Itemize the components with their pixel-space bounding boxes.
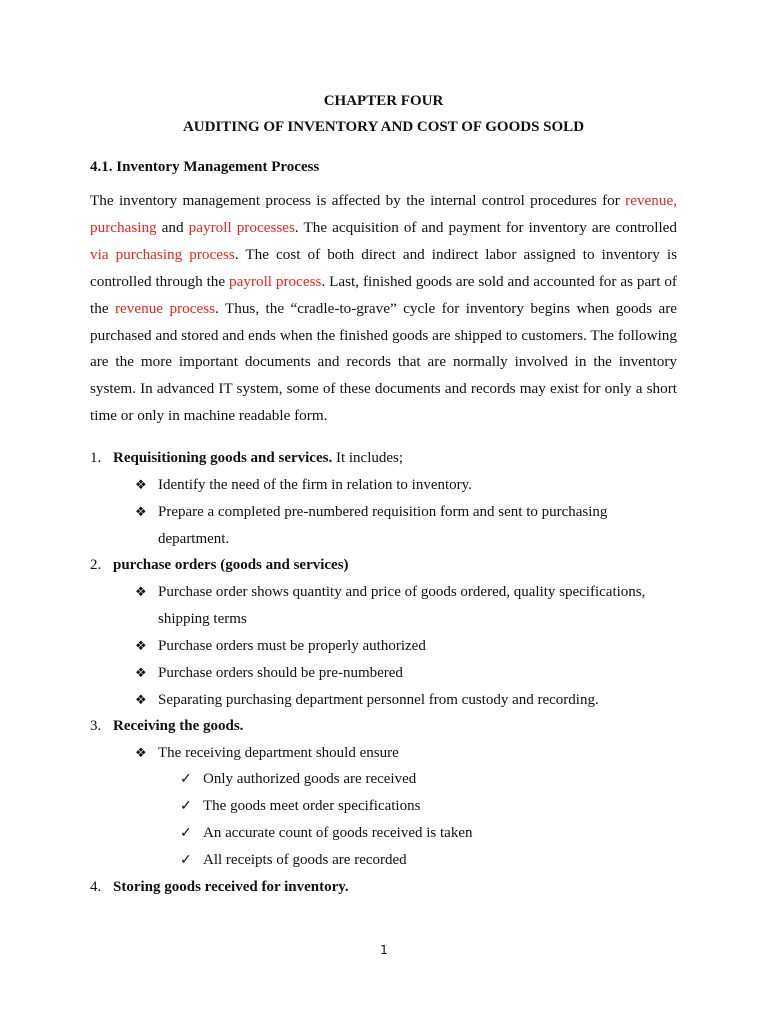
diamond-bullet-icon: ❖ [135,692,147,707]
list-number: 4. [90,879,102,895]
list-item-title: Storing goods received for inventory. [113,879,349,895]
chapter-label: CHAPTER FOUR [323,93,444,109]
diamond-bullet-icon: ❖ [135,584,147,599]
highlighted-term: revenue process [114,299,216,317]
intro-paragraph [90,188,677,430]
page-number: 1 [380,943,388,957]
paragraph-text: The inventory management process is affected by the internal control procedures for [90,192,626,209]
list-number: 2. [90,557,102,573]
paragraph-text: . Thus, the “cradle-to-grave” cycle for inventory begins when goods are purchased and stored and ends when the finished goods are shipped to customers. The following are the more important documents and records that are normally involved in the inventory system. In advanced IT system, some of these documents and records may exist for only a short time or only in machine readable form. [90,299,677,425]
bullet-text: department. [158,531,230,547]
highlighted-term: via purchasing process [90,245,235,263]
highlighted-term: payroll processes [188,218,295,236]
bullet-text: shipping terms [158,611,247,627]
diamond-bullet-icon: ❖ [135,477,147,492]
check-text: The goods meet order specifications [203,798,421,814]
diamond-bullet-icon: ❖ [135,504,147,519]
paragraph-text: . Last, finished goods are sold and accounted for as part of the [90,272,677,317]
paragraph-text: and [156,218,189,236]
checkmark-icon: ✓ [180,853,192,868]
bullet-text: Purchase order shows quantity and price of goods ordered, quality specifications, [158,584,646,600]
highlighted-term: revenue, purchasing [90,192,677,236]
checkmark-icon: ✓ [180,772,192,787]
check-text: All receipts of goods are recorded [203,852,407,868]
bullet-text: Purchase orders should be pre-numbered [158,665,403,681]
section-heading: 4.1. Inventory Management Process [90,159,320,175]
diamond-bullet-icon: ❖ [135,745,147,760]
bullet-text: The receiving department should ensure [158,745,399,761]
bullet-text: Identify the need of the firm in relation to inventory. [158,477,472,493]
list-number: 3. [90,718,102,734]
paragraph-text: . The cost of both direct and indirect labor assigned to inventory is controlled through the [90,245,677,290]
bullet-text: Prepare a completed pre-numbered requisition form and sent to purchasing [158,504,608,520]
highlighted-term: payroll process [229,272,322,290]
chapter-title: AUDITING OF INVENTORY AND COST OF GOODS SOLD [182,119,585,135]
checkmark-icon: ✓ [180,799,192,814]
check-text: Only authorized goods are received [203,771,417,787]
diamond-bullet-icon: ❖ [135,665,147,680]
checkmark-icon: ✓ [180,826,192,841]
list-item-title: purchase orders (goods and services) [113,557,349,573]
check-text: An accurate count of goods received is taken [203,825,473,841]
bullet-text: Separating purchasing department personnel from custody and recording. [158,692,599,708]
paragraph-text: . The acquisition of and payment for inventory are controlled [294,218,677,236]
list-item-suffix: It includes; [332,450,404,466]
diamond-bullet-icon: ❖ [135,638,147,653]
list-item-title: Receiving the goods. [113,718,244,734]
list-number: 1. [90,450,102,466]
list-item-title: Requisitioning goods and services. [113,450,333,466]
bullet-text: Purchase orders must be properly authorized [158,638,426,654]
